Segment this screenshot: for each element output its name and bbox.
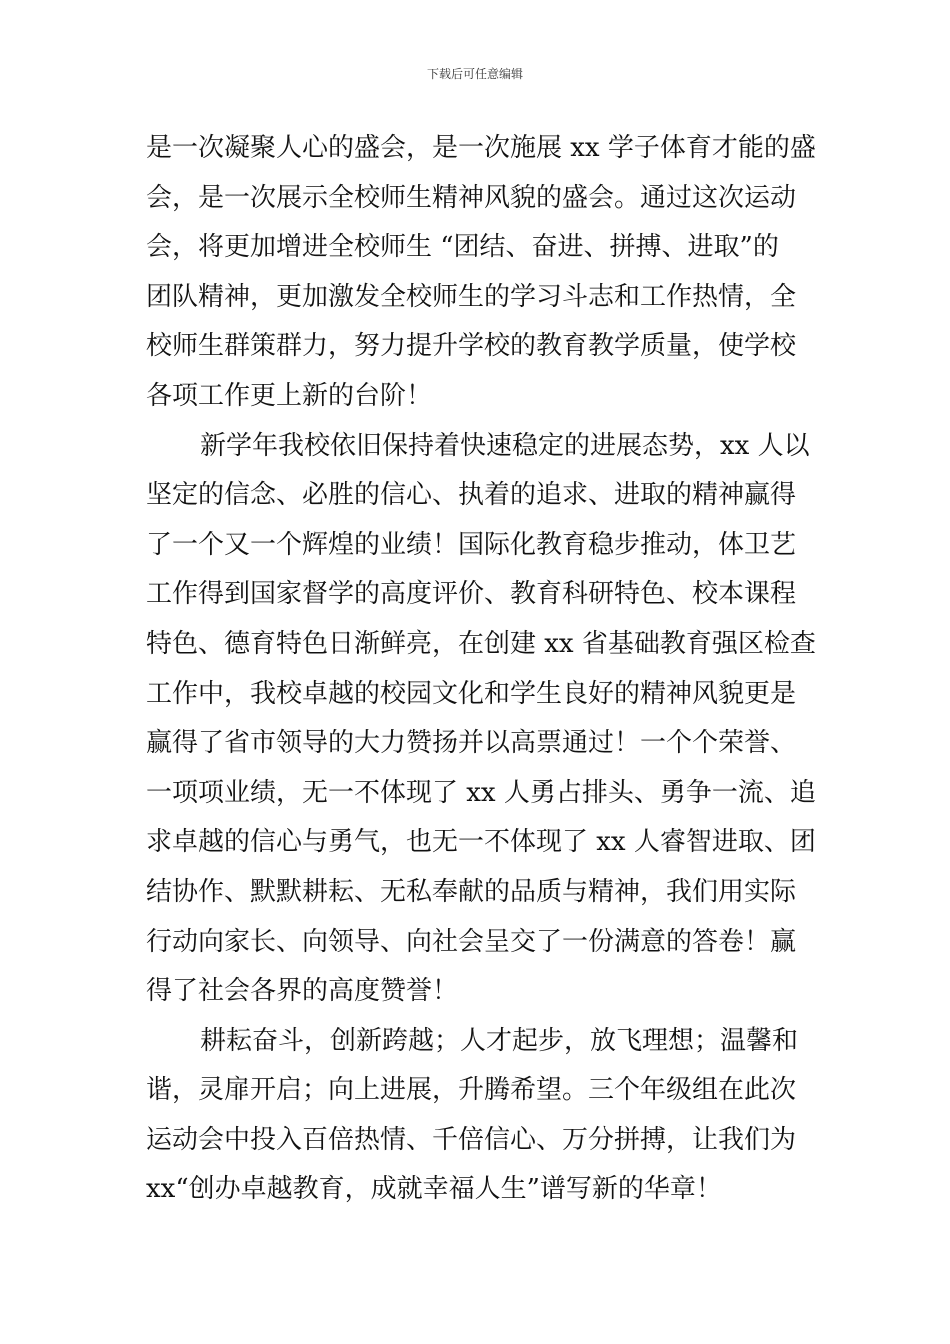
text-line: 谐，灵扉开启；向上进展，升腾希望。三个年级组在此次 bbox=[146, 1075, 797, 1106]
text-line: 会，是一次展示全校师生精神风貌的盛会。通过这次运动 bbox=[146, 182, 797, 213]
paragraph-2 bbox=[146, 422, 816, 1017]
text-line: 团队精神，更加激发全校师生的学习斗志和工作热情，全 bbox=[146, 281, 797, 312]
text-line: 结协作、默默耕耘、无私奉献的品质与精神，我们用实际 bbox=[146, 876, 797, 907]
text-line: 特色、德育特色日渐鲜亮，在创建 xx 省基础教育强区检查 bbox=[146, 628, 816, 659]
text-line: 赢得了省市领导的大力赞扬并以高票通过！一个个荣誉、 bbox=[146, 728, 797, 759]
document-body bbox=[146, 124, 816, 1215]
text-line: 了一个又一个辉煌的业绩！国际化教育稳步推动，体卫艺 bbox=[146, 529, 797, 560]
text-line: 工作中，我校卓越的校园文化和学生良好的精神风貌更是 bbox=[146, 678, 797, 709]
page-header-note: 下载后可任意编辑 bbox=[426, 67, 523, 81]
text-line: xx“创办卓越教育，成就幸福人生”谱写新的华章！ bbox=[146, 1174, 722, 1205]
text-line: 一项项业绩，无一不体现了 xx 人勇占排头、勇争一流、追 bbox=[146, 777, 816, 808]
text-line: 得了社会各界的高度赞誉！ bbox=[146, 976, 459, 1007]
text-line: 新学年我校依旧保持着快速稳定的进展态势，xx 人以 bbox=[200, 430, 810, 461]
text-line: 校师生群策群力，努力提升学校的教育教学质量，使学校 bbox=[146, 331, 797, 362]
text-line: 耕耘奋斗，创新跨越；人才起步，放飞理想；温馨和 bbox=[200, 1025, 799, 1056]
paragraph-1 bbox=[146, 124, 816, 422]
text-line: 会，将更加增进全校师生 “团结、奋进、拼搏、进取”的 bbox=[146, 232, 779, 263]
paragraph-3 bbox=[146, 1017, 808, 1215]
text-line: 运动会中投入百倍热情、千倍信心、万分拼搏，让我们为 bbox=[146, 1124, 797, 1155]
text-line: 是一次凝聚人心的盛会，是一次施展 xx 学子体育才能的盛 bbox=[146, 133, 816, 163]
text-line: 求卓越的信心与勇气，也无一不体现了 xx 人睿智进取、团 bbox=[146, 827, 816, 858]
text-line: 工作得到国家督学的高度评价、教育科研特色、校本课程 bbox=[146, 579, 797, 610]
text-line: 各项工作更上新的台阶！ bbox=[146, 380, 433, 411]
text-line: 坚定的信念、必胜的信心、执着的追求、进取的精神赢得 bbox=[146, 480, 797, 511]
text-line: 行动向家长、向领导、向社会呈交了一份满意的答卷！赢 bbox=[146, 926, 797, 957]
